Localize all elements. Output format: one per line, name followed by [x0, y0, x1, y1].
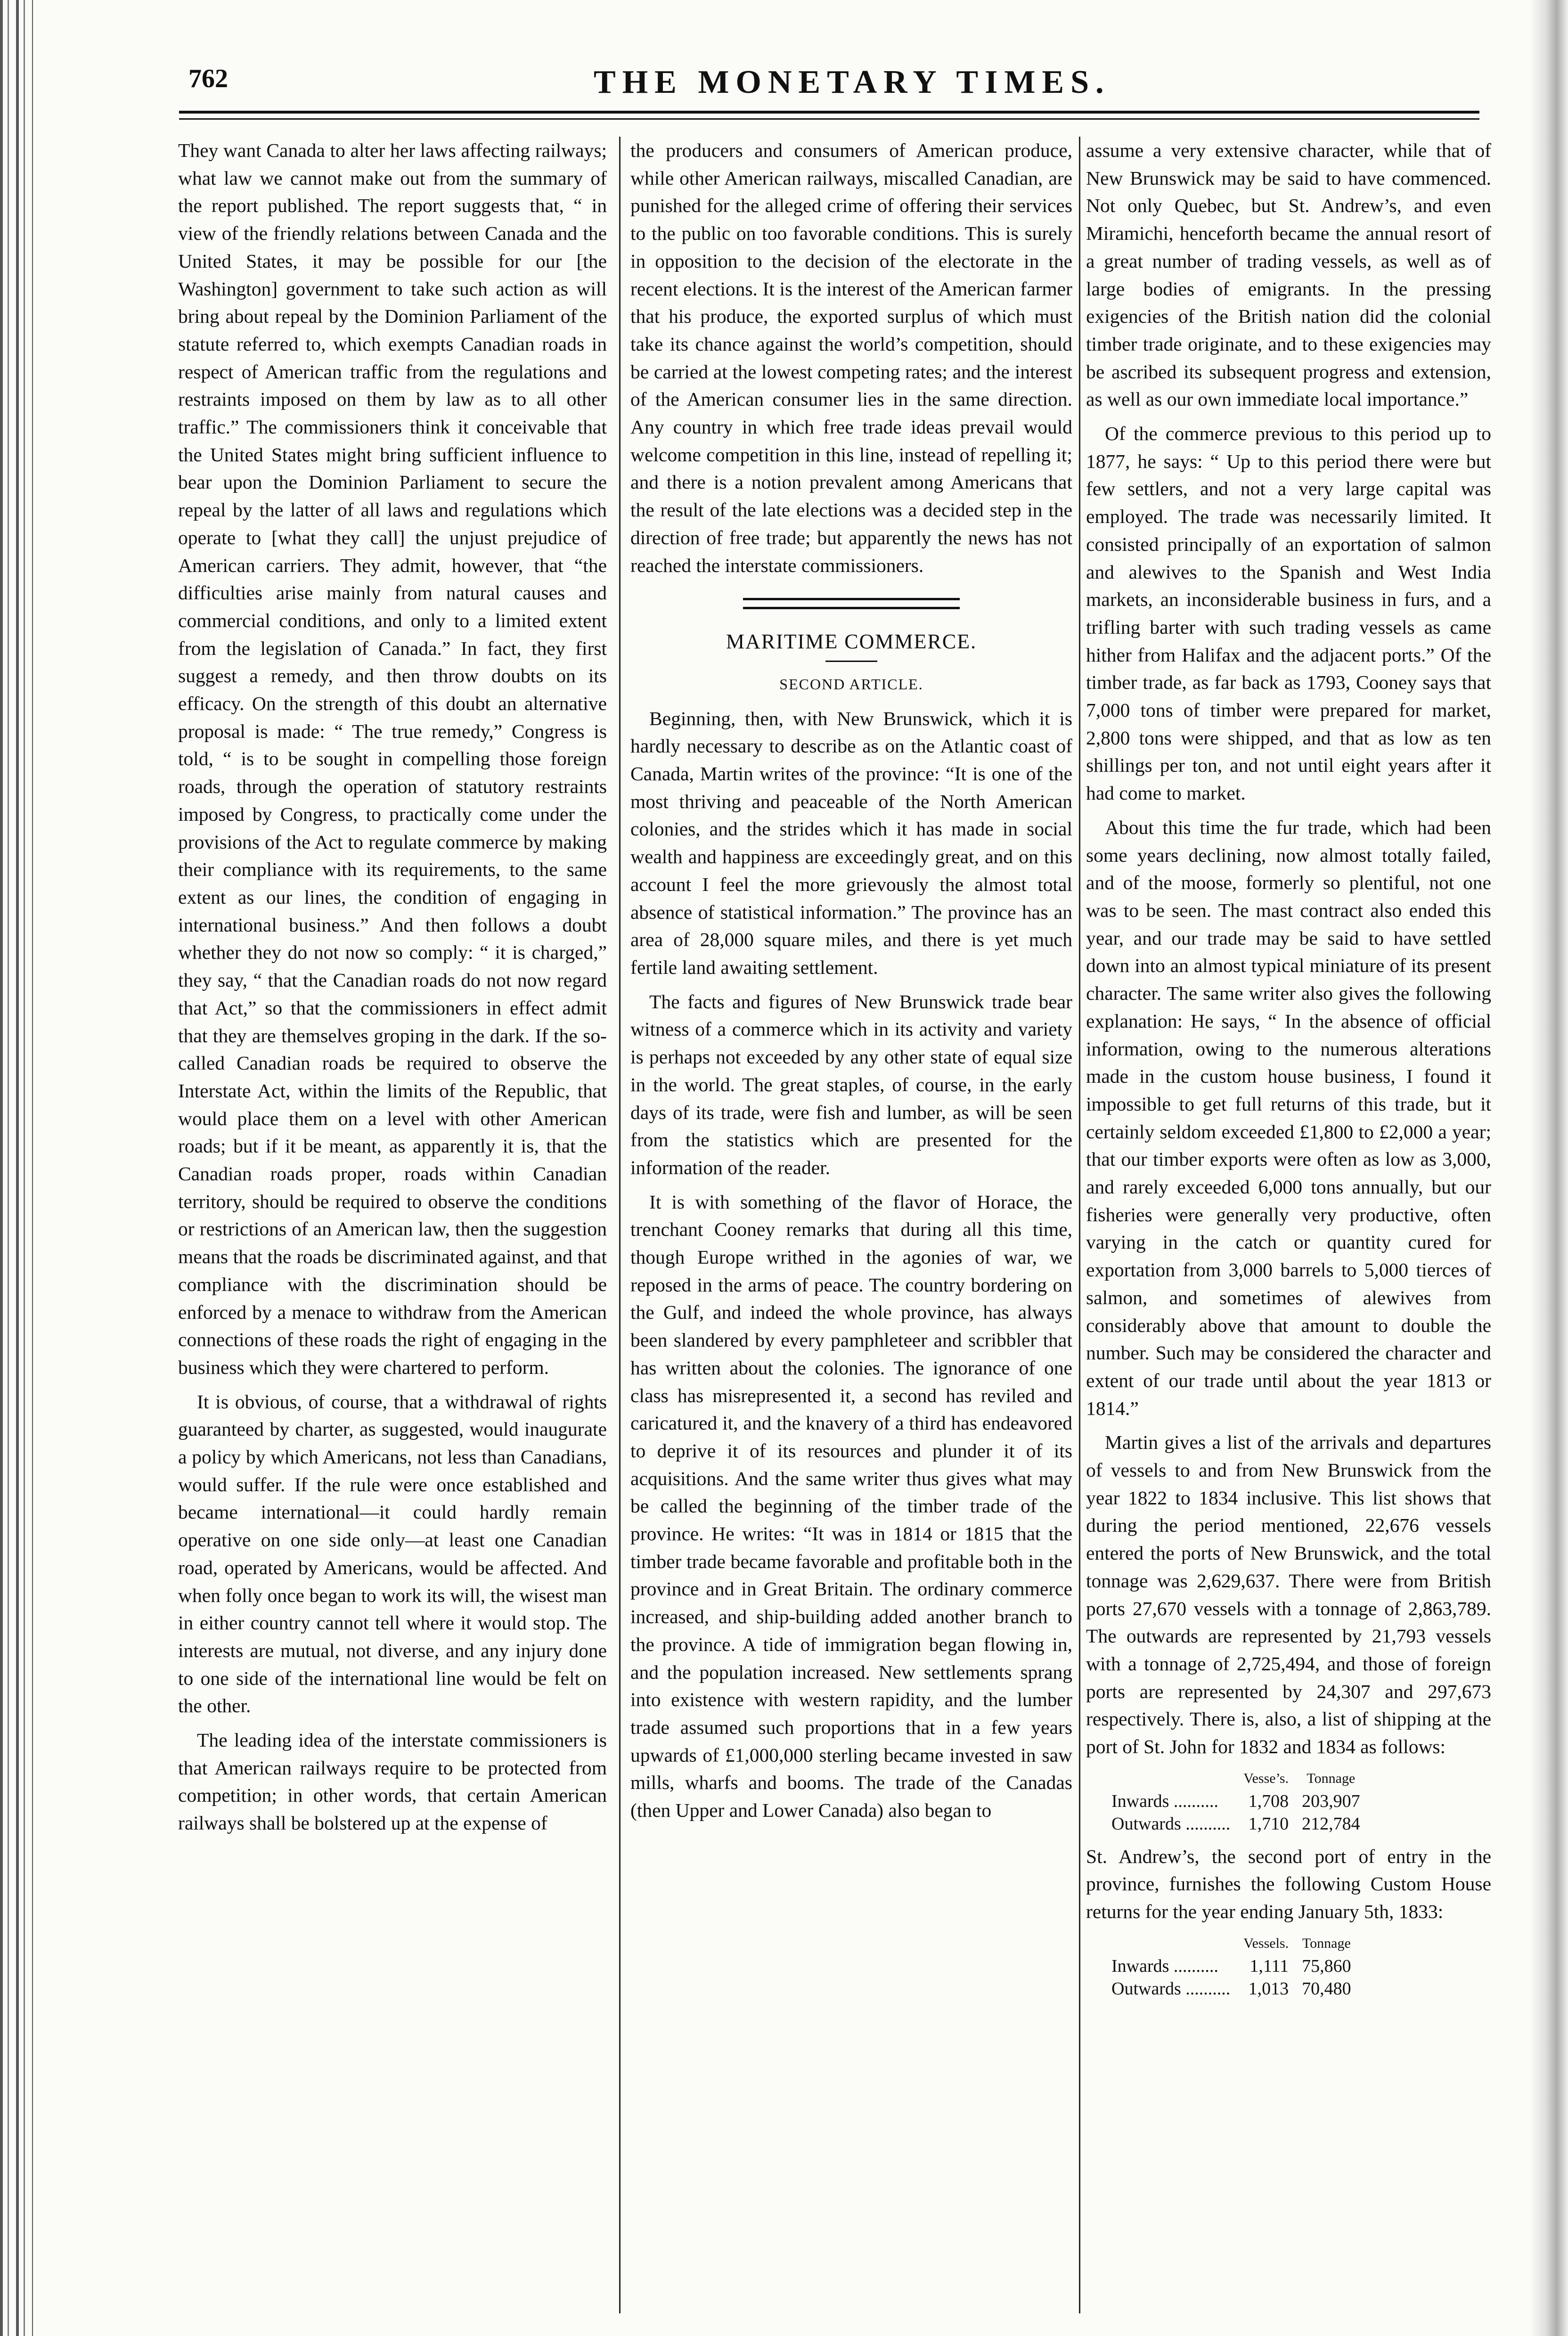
- table-row: [1105, 1977, 1358, 2000]
- table-row: [1105, 1813, 1367, 1835]
- table-row: [1105, 1790, 1367, 1813]
- table-header-vessels: Vessels.: [1243, 1935, 1289, 1951]
- section-separator: [743, 598, 960, 609]
- binding-edge: [0, 0, 33, 2336]
- paragraph: It is with something of the flavor of Horace, the trenchant Cooney remarks that during all this time, though Europe writhed in the agonies of war, we reposed in the arms of peace. The country bordering on the Gulf, and indeed the whole province, has always been slandered by every pamphleteer and scribbler that has written about the colonies. The ignorance of one class has misrepresented it, a second has reviled and caricatured it, and the knavery of a third has endeavored to deprive it of its resources and plunder it of its acquisitions. And the same writer thus gives what may be called the beginning of the timber trade of the province. He writes: “It was in 1814 or 1815 that the timber trade became favorable and profitable both in the province and in Great Britain. The ordinary commerce increased, and ship-building added another branch to the province. A tide of immigration began flowing in, and the population increased. New settlements sprang into existence with western rapidity, and the lumber trade assumed such proportions that in a few years upwards of £1,000,000 sterling became invested in saw mills, wharfs and booms. The trade of the Canadas (then Upper and Lower Canada) also began to: [630, 1191, 1072, 1821]
- column-2: [630, 137, 1072, 1831]
- vessels-value: 1,710: [1248, 1813, 1289, 1834]
- tonnage-value: 203,907: [1302, 1791, 1360, 1811]
- table-header-tonnage: Tonnage: [1302, 1935, 1351, 1951]
- paragraph: assume a very extensive character, while that of New Brunswick may be said to have commenced. Not only Quebec, but St. Andrew’s, and even Miramichi, henceforth became the annual resort of a great number of trading vessels, as well as of large bodies of emigrants. In the pressing exigencies of the British nation did the colonial timber trade originate, and to these exigencies may be ascribed its subsequent progress and extension, as well as our own immediate local importance.”: [1086, 139, 1491, 410]
- vessels-value: 1,013: [1248, 1978, 1289, 1999]
- paragraph: St. Andrew’s, the second port of entry in the province, furnishes the following Custom House returns for the year ending January 5th, 1833:: [1086, 1845, 1491, 1923]
- column-divider: [619, 137, 621, 2313]
- column-divider: [1079, 137, 1080, 2313]
- paragraph: About this time the fur trade, which had been some years declining, now almost totally failed, and of the moose, formerly so plentiful, not one was to be seen. The mast contract also ended this year, and our trade may be said to have settled down into an almost typical miniature of its present character. The same writer also gives the following explanation: He says, “ In the absence of official information, owing to the numerous alterations made in the custom house business, I found it impossible to get full returns of this trade, but it certainly seldom exceeded £1,800 to £2,000 a year; that our timber exports were often as low as 3,000, and rarely exceeded 6,000 tons annually, but our fisheries were generally very productive, often varying in the catch or quantity cured for exportation from 3,000 barrels to 5,000 tierces of salmon, and sometimes of alewives from considerably above that amount to double the number. Such may be considered the character and extent of our trade until about the year 1813 or 1814.”: [1086, 816, 1491, 1419]
- paragraph: The leading idea of the interstate commissioners is that American railways require to be protected from competition; in other words, that certain American railways shall be bolstered up at the expense of: [178, 1729, 607, 1834]
- column-3: [1086, 137, 1491, 2008]
- vessels-value: 1,111: [1250, 1956, 1289, 1976]
- title-rule: [825, 661, 877, 662]
- paragraph: Of the commerce previous to this period up to 1877, he says: “ Up to this period there were but few settlers, and not a very large capital was employed. The trade was necessarily limited. It consisted principally of an exportation of salmon and alewives to the Spanish and West India markets, an inconsiderable business in furs, and a trifling barter with such trading vessels as came hither from Halifax and the adjacent ports.” Of the timber trade, as far back as 1793, Cooney says that 7,000 tons of timber were prepared for market, 2,800 tons were shipped, and that as low as ten shillings per ton, and not until eight years after it had come to market.: [1086, 423, 1491, 804]
- page-curl-shadow: [1530, 0, 1568, 2336]
- row-label: Outwards ..........: [1111, 1813, 1231, 1834]
- table-header-vessels: Vesse’s.: [1243, 1770, 1289, 1786]
- row-label: Outwards ..........: [1111, 1978, 1231, 1999]
- paragraph: the producers and consumers of American produce, while other American railways, miscalled Canadian, are punished for the alleged crime of offering their services to the public on too favorable conditions. This is surely in opposition to the decision of the electorate in the recent elections. It is the interest of the American farmer that his produce, the exported surplus of which must take its chance against the world’s competition, should be carried at the lowest competing rates; and the interest of the American consumer lies in the same direction. Any country in which free trade ideas prevail would welcome competition in this line, instead of repelling it; and there is a notion prevalent among Americans that the result of the late elections was a decided step in the direction of free trade; but apparently the news has not reached the interstate commissioners.: [630, 139, 1072, 576]
- paragraph: It is obvious, of course, that a withdrawal of rights guaranteed by charter, as suggested, would inaugurate a policy by which Americans, not less than Canadians, would suffer. If the rule were once established and became international—it could hardly remain operative on one side only—at least one Canadian road, operated by Americans, would be affected. And when folly once began to work its will, the wisest man in either country cannot tell where it would stop. The interests are mutual, not diverse, and any injury done to one side of the international line would be felt on the other.: [178, 1390, 607, 1717]
- paragraph: The facts and figures of New Brunswick trade bear witness of a commerce which in its activity and variety is perhaps not exceeded by any other state of equal size in the world. The great staples, of course, in the early days of its trade, were fish and lumber, as will be seen from the statistics which are presented for the information of the reader.: [630, 990, 1072, 1178]
- header-rule: [179, 111, 1479, 120]
- paragraph: Martin gives a list of the arrivals and departures of vessels to and from New Brunswick from the year 1822 to 1834 inclusive. This list shows that during the period mentioned, 22,676 vessels entered the ports of New Brunswick, and the total tonnage was 2,629,637. There were from British ports 27,670 vessels with a tonnage of 2,863,789. The outwards are represented by 21,793 vessels with a tonnage of 2,725,494, and those of foreign ports are represented by 24,307 and 297,673 respectively. There is, also, a list of shipping at the port of St. John for 1832 and 1834 as follows:: [1086, 1431, 1491, 1758]
- paragraph: Beginning, then, with New Brunswick, which it is hardly necessary to describe as on the Atlantic coast of Canada, Martin writes of the province: “It is one of the most thriving and peaceable of the North American colonies, and the strides which it has made in social wealth and happiness are exceedingly great, and on this account I feel the more grievously the almost total absence of statistical information.” The province has an area of 28,000 square miles, and there is yet much fertile land awaiting settlement.: [630, 707, 1072, 978]
- page-number: 762: [188, 64, 228, 93]
- paragraph: They want Canada to alter her laws affecting railways; what law we cannot make out from the summary of the report published. The report suggests that, “ in view of the friendly relations between Canada and the United States, it may be possible for our [the Washington] government to take such action as will bring about repeal by the Dominion Parliament of the statute referred to, which exempts Canadian roads in respect of American traffic from the regulations and restraints imposed on them by law as to all other traffic.” The commissioners think it conceivable that the United States might bring sufficient influence to bear upon the Dominion Parliament to secure the repeal by the latter of all laws and regulations which operate to [what they call] the unjust prejudice of American carriers. They admit, however, that “the difficulties arise mainly from natural causes and commercial conditions, and only to a limited extent from the legislation of Canada.” In fact, they first suggest a remedy, and then throw doubts on its efficacy. On the strength of this doubt an alternative proposal is made: “ The true remedy,” Congress is told, “ is to be sought in compelling those foreign roads, through the operation of statutory restraints imposed by Congress, to practically come under the provisions of the Act to regulate commerce by making their compliance with its requirements, to the same extent as our lines, the condition of engaging in international business.” And then follows a doubt whether they do not now so comply: “ it is charged,” they say, “ that the Canadian roads do not now regard that Act,” so that the commissioners in effect admit that they are themselves groping in the dark. If the so-called Canadian roads be required to observe the Interstate Act, within the limits of the Republic, that would place them on a level with other American roads; but if it be meant, as apparently it is, that the Canadian roads proper, roads within Canadian territory, should be required to observe the conditions or restrictions of an American law, then the suggestion means that the roads be discriminated against, and that compliance with the discrimination should be enforced by a menace to withdraw from the American connections of these roads the right of engaging in the business which they were chartered to perform.: [178, 139, 607, 1378]
- st-andrews-returns-table: [1105, 1932, 1358, 2000]
- tonnage-value: 70,480: [1302, 1978, 1351, 1999]
- column-1: [178, 137, 607, 1844]
- tonnage-value: 212,784: [1302, 1813, 1360, 1834]
- table-row: [1105, 1955, 1358, 1977]
- row-label: Inwards ..........: [1111, 1956, 1218, 1976]
- st-john-shipping-table: [1105, 1767, 1367, 1835]
- masthead-title: THE MONETARY TIMES.: [594, 64, 1111, 100]
- vessels-value: 1,708: [1248, 1791, 1289, 1811]
- table-header-tonnage: Tonnage: [1307, 1770, 1356, 1786]
- row-label: Inwards ..........: [1111, 1791, 1218, 1811]
- page-header: [188, 64, 1461, 115]
- section-title: MARITIME COMMERCE.: [726, 630, 977, 653]
- tonnage-value: 75,860: [1302, 1956, 1351, 1976]
- section-subtitle: SECOND ARTICLE.: [779, 675, 923, 693]
